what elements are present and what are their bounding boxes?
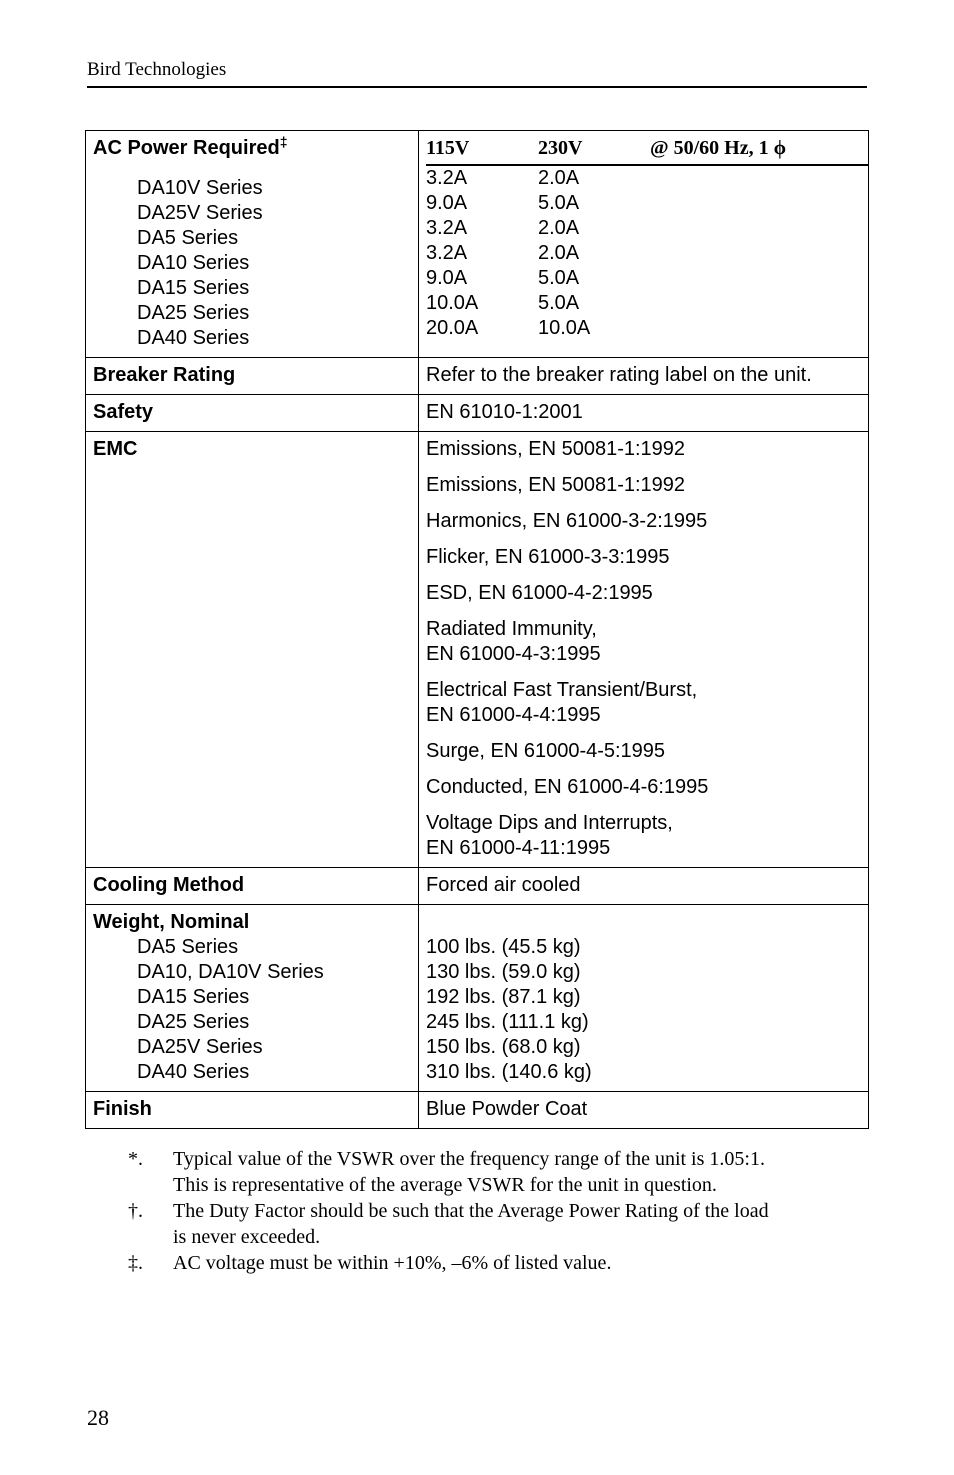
- ac-current-list: [426, 166, 861, 341]
- footnote-line: AC voltage must be within +10%, –6% of listed value.: [173, 1252, 612, 1274]
- emc-standard: [426, 581, 861, 606]
- weight-value: 245 lbs. (111.1 kg): [426, 1011, 589, 1033]
- current-115v: 9.0A: [426, 267, 468, 289]
- finish-label: Finish: [86, 1092, 419, 1129]
- weight-series-name: DA25V Series: [137, 1036, 263, 1058]
- ac-current-row: [426, 316, 861, 341]
- weight-value: 130 lbs. (59.0 kg): [426, 961, 581, 983]
- ac-power-label: AC Power Required‡: [93, 133, 288, 159]
- footnote-mark-double-dagger: ‡: [279, 133, 288, 150]
- footnote: [128, 1146, 848, 1198]
- current-230v: 5.0A: [538, 292, 580, 314]
- ac-current-row: [426, 191, 861, 216]
- ac-series-name: DA5 Series: [137, 227, 239, 249]
- weight-series-list: [93, 935, 411, 1085]
- weight-series-name: DA15 Series: [137, 986, 250, 1008]
- footnote: [128, 1198, 848, 1250]
- weight-value: 100 lbs. (45.5 kg): [426, 936, 581, 958]
- emc-standard-line: Harmonics, EN 61000-3-2:1995: [426, 510, 708, 532]
- current-230v: 10.0A: [538, 317, 591, 339]
- emc-standard-line: Voltage Dips and Interrupts,: [426, 812, 673, 834]
- footnote: [128, 1250, 848, 1276]
- weight-values-cell: [419, 905, 869, 1092]
- weight-series-name: DA40 Series: [137, 1061, 250, 1083]
- footnote-line: is never exceeded.: [173, 1226, 321, 1248]
- finish-row: [86, 1092, 869, 1129]
- footnote-line: Typical value of the VSWR over the frequency range of the unit is 1.05:1.: [173, 1148, 765, 1170]
- footnote-mark: *.: [128, 1148, 143, 1170]
- current-230v: 5.0A: [538, 192, 580, 214]
- footnote-mark: ‡.: [128, 1252, 143, 1274]
- ac-power-row: [86, 131, 869, 358]
- weight-value: 310 lbs. (140.6 kg): [426, 1061, 592, 1083]
- emc-standard: [426, 545, 861, 570]
- emc-standards-list: [419, 432, 869, 868]
- weight-label: Weight, Nominal: [93, 911, 250, 933]
- current-230v: 2.0A: [538, 242, 580, 264]
- footnote-text: [173, 1146, 848, 1198]
- emc-standard: [426, 811, 861, 861]
- current-115v: 10.0A: [426, 292, 479, 314]
- ac-series-name: DA40 Series: [137, 327, 250, 349]
- emc-standard-line: Surge, EN 61000-4-5:1995: [426, 740, 666, 762]
- weight-value: 150 lbs. (68.0 kg): [426, 1036, 581, 1058]
- current-115v: 20.0A: [426, 317, 479, 339]
- footnote-line: The Duty Factor should be such that the Average Power Rating of the load: [173, 1200, 769, 1222]
- breaker-row: [86, 358, 869, 395]
- header-230v: 230V: [538, 137, 583, 159]
- weight-label-cell: [86, 905, 419, 1092]
- current-115v: 9.0A: [426, 192, 468, 214]
- ac-series-name: DA25V Series: [137, 202, 263, 224]
- ac-power-label-cell: [86, 131, 419, 358]
- weight-values-list: [426, 935, 861, 1085]
- footnotes: [128, 1146, 848, 1276]
- current-115v: 3.2A: [426, 217, 468, 239]
- ac-series-name: DA25 Series: [137, 302, 250, 324]
- finish-value: Blue Powder Coat: [419, 1092, 869, 1129]
- ac-current-row: [426, 166, 861, 191]
- safety-label: Safety: [86, 395, 419, 432]
- current-230v: 5.0A: [538, 267, 580, 289]
- emc-standard: [426, 775, 861, 800]
- safety-value: EN 61010-1:2001: [419, 395, 869, 432]
- emc-standard-line: Flicker, EN 61000-3-3:1995: [426, 546, 670, 568]
- breaker-value: Refer to the breaker rating label on the unit.: [419, 358, 869, 395]
- cooling-row: [86, 868, 869, 905]
- weight-value: 192 lbs. (87.1 kg): [426, 986, 581, 1008]
- current-115v: 3.2A: [426, 167, 468, 189]
- weight-series-name: DA10, DA10V Series: [137, 961, 324, 983]
- current-230v: 2.0A: [538, 167, 580, 189]
- emc-label: EMC: [86, 432, 419, 868]
- header-115v: 115V: [426, 137, 470, 159]
- breaker-label: Breaker Rating: [86, 358, 419, 395]
- emc-standard-line: EN 61000-4-3:1995: [426, 643, 601, 665]
- running-header: [87, 58, 867, 88]
- ac-current-row: [426, 216, 861, 241]
- emc-standard-line: Emissions, EN 50081-1:1992: [426, 438, 686, 460]
- emc-standard: [426, 739, 861, 764]
- emc-row: [86, 432, 869, 868]
- ac-power-values-cell: [419, 131, 869, 358]
- emc-standard: [426, 509, 861, 534]
- weight-series-name: DA25 Series: [137, 1011, 250, 1033]
- emc-standard-line: Radiated Immunity,: [426, 618, 597, 640]
- emc-standard-line: EN 61000-4-11:1995: [426, 837, 611, 859]
- emc-standard: [426, 617, 861, 667]
- emc-standard: [426, 473, 861, 498]
- cooling-value: Forced air cooled: [419, 868, 869, 905]
- company-name: Bird Technologies: [87, 59, 227, 80]
- header-frequency: @ 50/60 Hz, 1 ϕ: [650, 137, 787, 159]
- emc-standard-line: EN 61000-4-4:1995: [426, 704, 601, 726]
- emc-standard-line: ESD, EN 61000-4-2:1995: [426, 582, 653, 604]
- footnote-line: This is representative of the average VSWR for the unit in question.: [173, 1174, 717, 1196]
- current-230v: 2.0A: [538, 217, 580, 239]
- emc-standard: [426, 437, 861, 462]
- emc-standard-line: Conducted, EN 61000-4-6:1995: [426, 776, 709, 798]
- safety-row: [86, 395, 869, 432]
- ac-series-name: DA10V Series: [137, 177, 263, 199]
- emc-standard: [426, 678, 861, 728]
- ac-current-row: [426, 291, 861, 316]
- ac-series-list: [93, 176, 411, 351]
- emc-standard-line: Electrical Fast Transient/Burst,: [426, 679, 698, 701]
- ac-current-row: [426, 266, 861, 291]
- weight-series-name: DA5 Series: [137, 936, 239, 958]
- footnote-mark: †.: [128, 1200, 143, 1222]
- weight-row: [86, 905, 869, 1092]
- ac-series-name: DA10 Series: [137, 252, 250, 274]
- current-115v: 3.2A: [426, 242, 468, 264]
- emc-standard-line: Emissions, EN 50081-1:1992: [426, 474, 686, 496]
- cooling-label: Cooling Method: [86, 868, 419, 905]
- ac-current-row: [426, 241, 861, 266]
- footnote-text: [173, 1250, 848, 1276]
- ac-series-name: DA15 Series: [137, 277, 250, 299]
- voltage-header: [426, 133, 868, 166]
- page-number: 28: [87, 1405, 109, 1430]
- specifications-table: [85, 130, 869, 1129]
- footnote-text: [173, 1198, 848, 1250]
